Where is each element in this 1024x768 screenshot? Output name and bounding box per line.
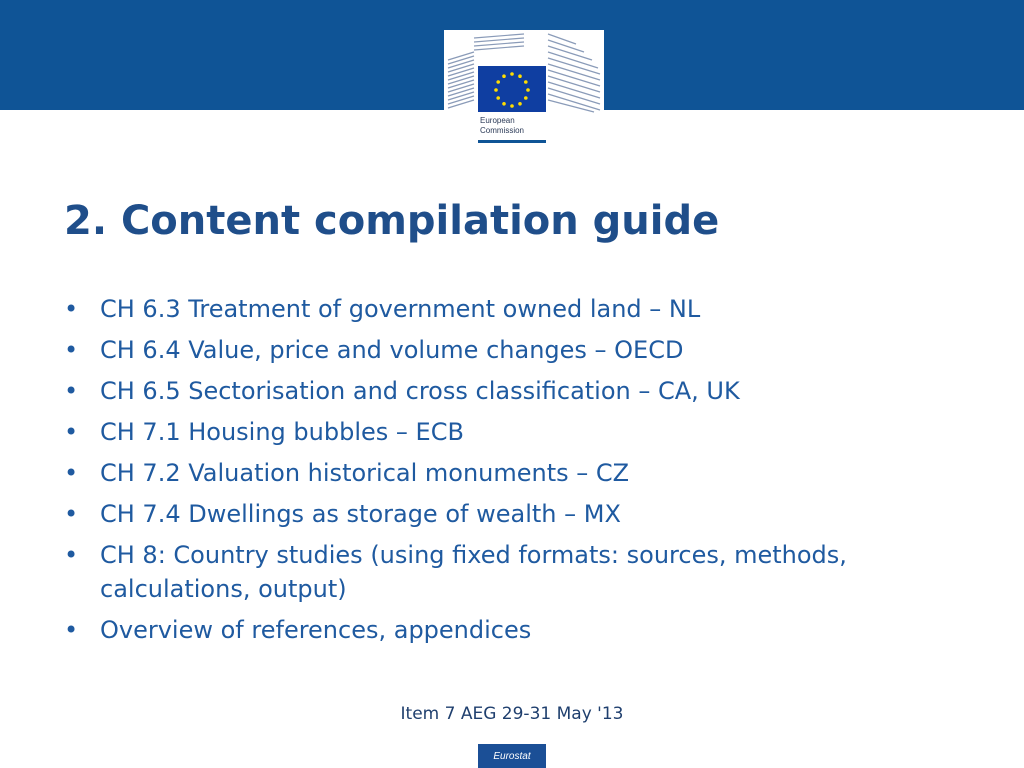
bullet-icon: •: [64, 541, 79, 569]
bullet-item: [64, 613, 964, 647]
logo-underline: [478, 140, 546, 143]
bullet-item: [64, 415, 964, 449]
bullet-icon: •: [64, 336, 79, 364]
bullet-icon: •: [64, 295, 79, 323]
bullet-item: [64, 497, 964, 531]
bullet-text: Overview of references, appendices: [100, 616, 532, 644]
bullet-text: CH 7.1 Housing bubbles – ECB: [100, 418, 464, 446]
bullet-text: CH 7.2 Valuation historical monuments – CZ: [100, 459, 630, 487]
bullet-item: [64, 456, 964, 490]
bullet-list: [64, 292, 964, 654]
bullet-text: CH 6.5 Sectorisation and cross classification – CA, UK: [100, 377, 740, 405]
bullet-icon: •: [64, 459, 79, 487]
logo-line-1: European: [480, 116, 515, 125]
bullet-text: CH 7.4 Dwellings as storage of wealth – MX: [100, 500, 621, 528]
bullet-icon: •: [64, 616, 79, 644]
eurostat-tab: Eurostat: [478, 744, 546, 768]
logo-line-2: Commission: [480, 126, 525, 135]
bullet-icon: •: [64, 418, 79, 446]
bullet-icon: •: [64, 377, 79, 405]
slide-title: 2. Content compilation guide: [64, 198, 720, 244]
bullet-icon: •: [64, 500, 79, 528]
footer-text: Item 7 AEG 29-31 May '13: [400, 704, 624, 724]
berlaymont-building-icon: [444, 30, 604, 116]
bullet-text: CH 6.3 Treatment of government owned land – NL: [100, 295, 701, 323]
bullet-item: [64, 538, 964, 606]
bullet-item: [64, 292, 964, 326]
bullet-item: [64, 333, 964, 367]
bullet-text: CH 8: Country studies (using fixed formats: sources, methods, calculations, output): [100, 541, 847, 603]
bullet-item: [64, 374, 964, 408]
european-commission-logo: [444, 30, 604, 146]
logo-text: [480, 116, 524, 136]
bullet-text: CH 6.4 Value, price and volume changes – OECD: [100, 336, 684, 364]
